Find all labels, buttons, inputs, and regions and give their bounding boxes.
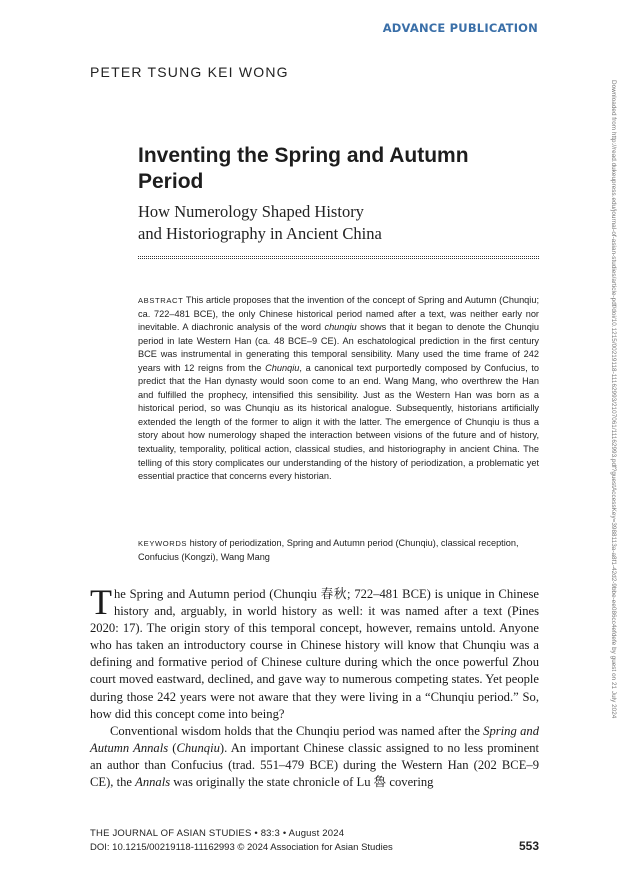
drop-cap: T [90,582,112,622]
article-title: Inventing the Spring and Autumn Period [138,144,469,193]
body-paragraph-2 [90,723,539,791]
paragraph-1-text: he Spring and Autumn period (Chunqiu 春秋; 722–481 BCE) is unique in Chinese history and, arguably, in world history as well: it was named after a text (Pines 2020: 17). The origin story of this temporal concept, however, remains untold. Anyone who has taken an introductory course in Chinese history will know that Chunqiu was a defining and formative period of Chinese culture during which the once powerful Zhou court moved eastward, declined, and gave way to numerous competing states. Yet people during those 242 years were not aware that they were living in a “Chunqiu period.” So, how did this concept come into being? [90,587,539,721]
doi-line: DOI: 10.1215/00219118-11162993 © 2024 Association for Asian Studies [90,842,393,853]
article-subtitle [138,201,538,245]
author-name: PETER TSUNG KEI WONG [90,64,289,80]
paragraph-2-text-b: ( [168,740,177,755]
abstract-italic-2: Chunqiu [265,362,300,373]
abstract-text-1: This article proposes that the invention of the concept of Spring and Autumn (Chunqiu; ca. 722–481 BCE), the only Chinese historical period named after a text, was neither early nor inevitable. A diachronic analysis of the word [138,295,539,333]
keywords-label: KEYWORDS [138,539,188,548]
abstract-text-2: shows that it began to denote the Chunqiu period in late Western Han (ca. 48 BCE–9 CE). An eschatological prediction in the first century BCE was instrumental in generating this temporal sensibility. Many used the time frame of 242 years with 12 reigns from the [138,322,539,373]
body-text [90,582,539,791]
download-watermark: Downloaded from http://read.dukeupress.edu/journal-of-asian-studies/article-pdf/doi/10.1215/00219118-11162993/2107061/11162993.pdf?guestAccessKey=3988113a-a8f1-42d2-9bbe-ee086cc4efdefe by guest on 21 July 2024 [610,80,617,719]
abstract-label: ABSTRACT [138,296,184,305]
subtitle-line-1: How Numerology Shaped History [138,202,364,221]
abstract [138,294,539,484]
journal-citation: THE JOURNAL OF ASIAN STUDIES • 83:3 • August 2024 [90,828,345,839]
body-paragraph-1 [90,582,539,723]
page-number: 553 [518,839,539,853]
paragraph-2-text-c: ). An important Chinese classic assigned to no less prominent an author than Confucius (trad. 551–479 BCE) during the Western Han (202 BCE–9 CE), the [90,740,539,790]
subtitle-line-2: and Historiography in Ancient China [138,224,382,243]
paragraph-2-italic-2: Chunqiu [176,740,220,755]
keywords-text: history of periodization, Spring and Autumn period (Chunqiu), classical reception, Confucius (Kongzi), Wang Mang [138,538,519,562]
advance-publication-label: ADVANCE PUBLICATION [382,21,538,35]
paragraph-2-italic-3: Annals [135,775,171,790]
paragraph-2-text-d: was originally the state chronicle of Lu 魯 covering [170,775,434,790]
paragraph-2-text-a: Conventional wisdom holds that the Chunqiu period was named after the [110,723,484,738]
title-divider [138,256,539,259]
abstract-italic-1: chunqiu [324,322,357,333]
keywords [138,537,539,564]
paragraph-2-italic-1: Spring and Autumn Annals [90,723,539,755]
abstract-text-3: , a canonical text purportedly composed by Confucius, to predict that the Han dynasty would soon come to an end. Wang Mang, who overthrew the Han and fulfilled the prophecy, intensified this sensibility. Just as the Western Han was born as a historical period, so was Chunqiu as its historical analogue. Subsequently, historians artificially extended the length of the former to align it with the latter. The emergence of Chunqiu is thus a story about how numerology shaped the interaction between visions of the future and of history, textuality, temporality, political action, classical studies, and historiography in ancient China. The telling of this story complicates our understanding of the history of periodization, a problematic yet essential practice that concerns every historian. [138,362,539,482]
